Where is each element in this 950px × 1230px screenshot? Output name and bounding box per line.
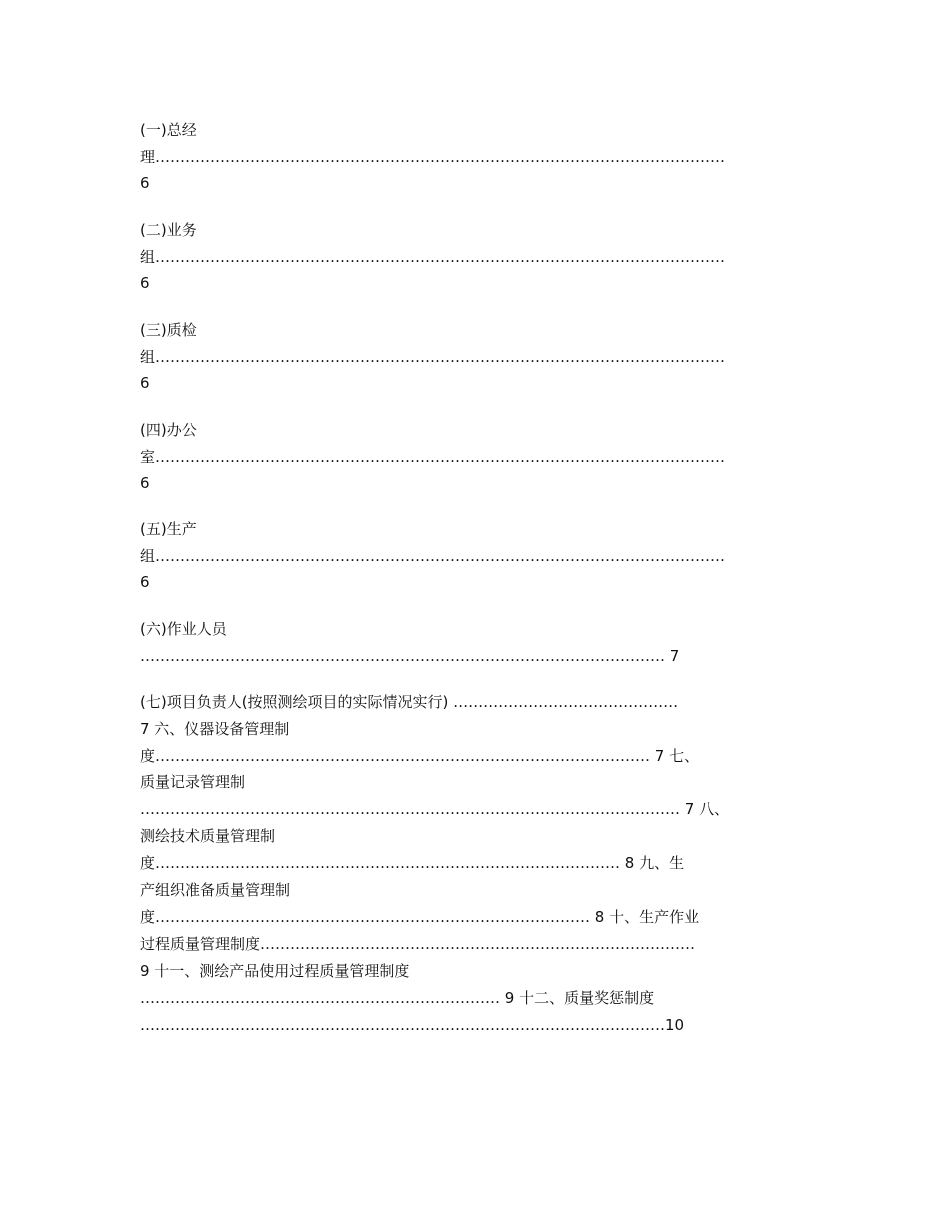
toc-heading-3: (三)质检 [140, 321, 197, 339]
toc-heading-5: (五)生产 [140, 520, 197, 538]
toc-line: 9 十一、测绘产品使用过程质量管理制度 [140, 962, 410, 980]
toc-line: ……………………………………………………………………………………………10 [140, 1016, 685, 1034]
toc-line: 度………………………………………………………………………………… 8 九、生 [140, 854, 685, 872]
toc-heading-2: (二)业务 [140, 221, 197, 239]
toc-line: 度……………………………………………………………………………………… 7 七、 [140, 747, 700, 765]
toc-line: 测绘技术质量管理制 [140, 827, 276, 845]
toc-dots-6: …………………………………………………………………………………………… 7 [140, 647, 680, 665]
toc-heading-1: (一)总经 [140, 121, 197, 139]
toc-page-5: 6 [140, 573, 150, 591]
toc-line: 质量记录管理制 [140, 773, 246, 791]
toc-page-4: 6 [140, 474, 150, 492]
toc-dots-2: 组…………………………………………………………………………………………………… [140, 248, 726, 266]
toc-page-2: 6 [140, 274, 150, 292]
toc-line: ……………………………………………………………… 9 十二、质量奖惩制度 [140, 989, 655, 1007]
toc-dots-1: 理…………………………………………………………………………………………………… [140, 148, 726, 166]
toc-dots-3: 组…………………………………………………………………………………………………… [140, 348, 726, 366]
toc-line: 7 六、仪器设备管理制 [140, 720, 290, 738]
toc-heading-6: (六)作业人员 [140, 620, 227, 638]
toc-line: 度…………………………………………………………………………… 8 十、生产作业 [140, 908, 700, 926]
toc-line: ……………………………………………………………………………………………… 7 八、 [140, 800, 730, 818]
toc-page-3: 6 [140, 374, 150, 392]
toc-dots-4: 室…………………………………………………………………………………………………… [140, 448, 726, 466]
toc-heading-4: (四)办公 [140, 421, 197, 439]
toc-line: 产组织准备质量管理制 [140, 881, 291, 899]
toc-dots-5: 组…………………………………………………………………………………………………… [140, 547, 726, 565]
toc-page-1: 6 [140, 174, 150, 192]
toc-line: 过程质量管理制度…………………………………………………………………………… [140, 935, 696, 953]
toc-line: (七)项目负责人(按照测绘项目的实际情况实行) ……………………………………… [140, 693, 679, 711]
